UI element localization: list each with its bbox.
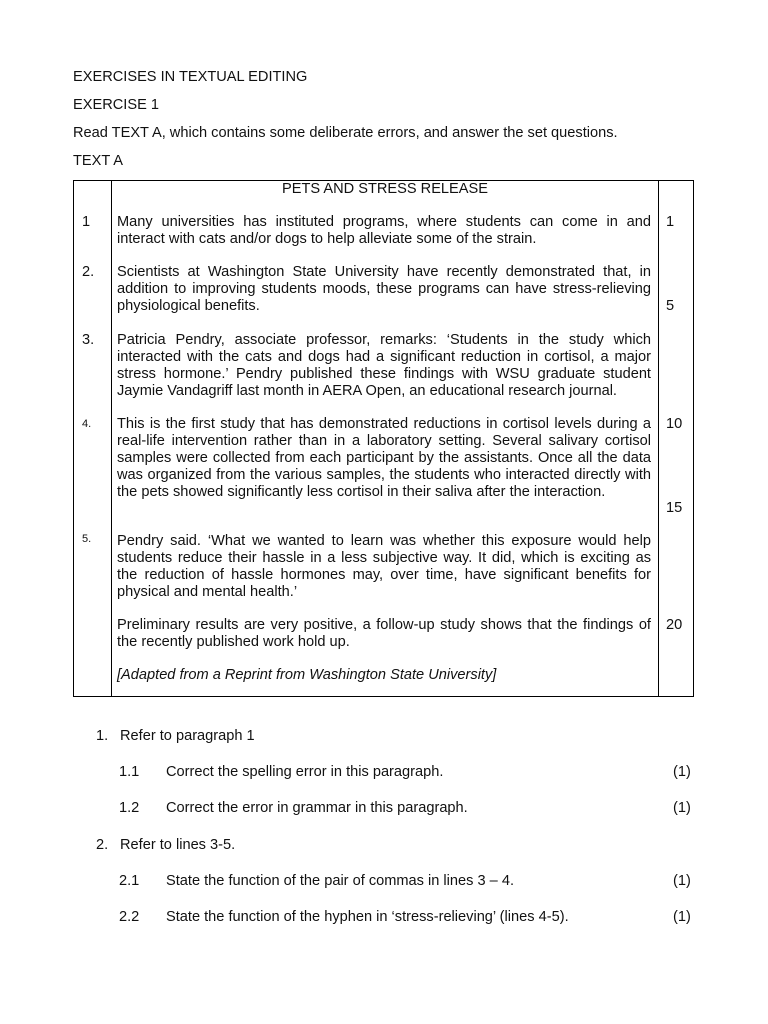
question-number: 2. <box>96 837 109 853</box>
paragraph-number: 2. <box>82 264 95 280</box>
paragraph-1: Many universities has instituted programs, where students can come in and interact with cats and/or dogs to help alleviate some of the strain. <box>117 214 651 247</box>
paragraph-number: 4. <box>82 418 92 430</box>
line-number: 1 <box>666 214 675 230</box>
source-citation: [Adapted from a Reprint from Washington State University] <box>117 667 497 683</box>
paragraph-4: This is the first study that has demonstrated reductions in cortisol levels during a real-life intervention rather than in a laboratory setting. Several salivary cortisol samples were collected from each participant by the assistants. Once all the data was organized from the various samples, the students who interacted directly with the pets showed significantly less cortisol in their saliva after the interaction. <box>117 416 651 500</box>
subquestion-text: State the function of the hyphen in ‘stress-relieving’ (lines 4-5). <box>166 909 569 925</box>
document-title: EXERCISES IN TEXTUAL EDITING <box>73 69 308 85</box>
question-text: Refer to paragraph 1 <box>120 728 255 744</box>
text-a-box <box>73 180 694 697</box>
paragraph-number-divider <box>111 181 112 696</box>
paragraph-6: Preliminary results are very positive, a follow-up study shows that the findings of the recently published work hold up. <box>117 617 651 650</box>
line-number: 5 <box>666 298 675 314</box>
text-a-title: PETS AND STRESS RELEASE <box>281 181 488 197</box>
question-text: Refer to lines 3-5. <box>120 837 236 853</box>
paragraph-3: Patricia Pendry, associate professor, remarks: ‘Students in the study which interacted with the cats and dogs had a significant reduction in cortisol, a major stress hormone.’ Pendry published these findings with WSU graduate student Jaymie Vandagriff last month in AERA Open, an educational research journal. <box>117 332 651 399</box>
paragraph-number: 3. <box>82 332 95 348</box>
question-number: 1. <box>96 728 109 744</box>
paragraph-2: Scientists at Washington State University have recently demonstrated that, in addition to improving students moods, these programs can have stress-relieving physiological benefits. <box>117 264 651 314</box>
subquestion-number: 1.1 <box>119 764 140 780</box>
paragraph-5: Pendry said. ‘What we wanted to learn was whether this exposure would help students reduce their hassle in a less subjective way. It did, which is exciting as the reduction of hassle hormones may, over time, have significant benefits for physical and mental health.’ <box>117 533 651 600</box>
subquestion-text: Correct the error in grammar in this paragraph. <box>166 800 468 816</box>
mark-allocation: (1) <box>673 873 691 889</box>
subquestion-text: Correct the spelling error in this paragraph. <box>166 764 444 780</box>
instruction-text: Read TEXT A, which contains some deliberate errors, and answer the set questions. <box>73 125 618 141</box>
subquestion-text: State the function of the pair of commas in lines 3 – 4. <box>166 873 515 889</box>
line-number: 15 <box>666 500 683 516</box>
mark-allocation: (1) <box>673 800 691 816</box>
text-label: TEXT A <box>73 153 124 169</box>
paragraph-number: 1 <box>82 214 91 230</box>
subquestion-number: 1.2 <box>119 800 140 816</box>
line-number: 10 <box>666 416 683 432</box>
subquestion-number: 2.2 <box>119 909 140 925</box>
subquestion-number: 2.1 <box>119 873 140 889</box>
paragraph-number: 5. <box>82 533 92 545</box>
mark-allocation: (1) <box>673 764 691 780</box>
mark-allocation: (1) <box>673 909 691 925</box>
line-number: 20 <box>666 617 683 633</box>
line-number-divider <box>658 181 659 696</box>
exercise-title: EXERCISE 1 <box>73 97 159 113</box>
